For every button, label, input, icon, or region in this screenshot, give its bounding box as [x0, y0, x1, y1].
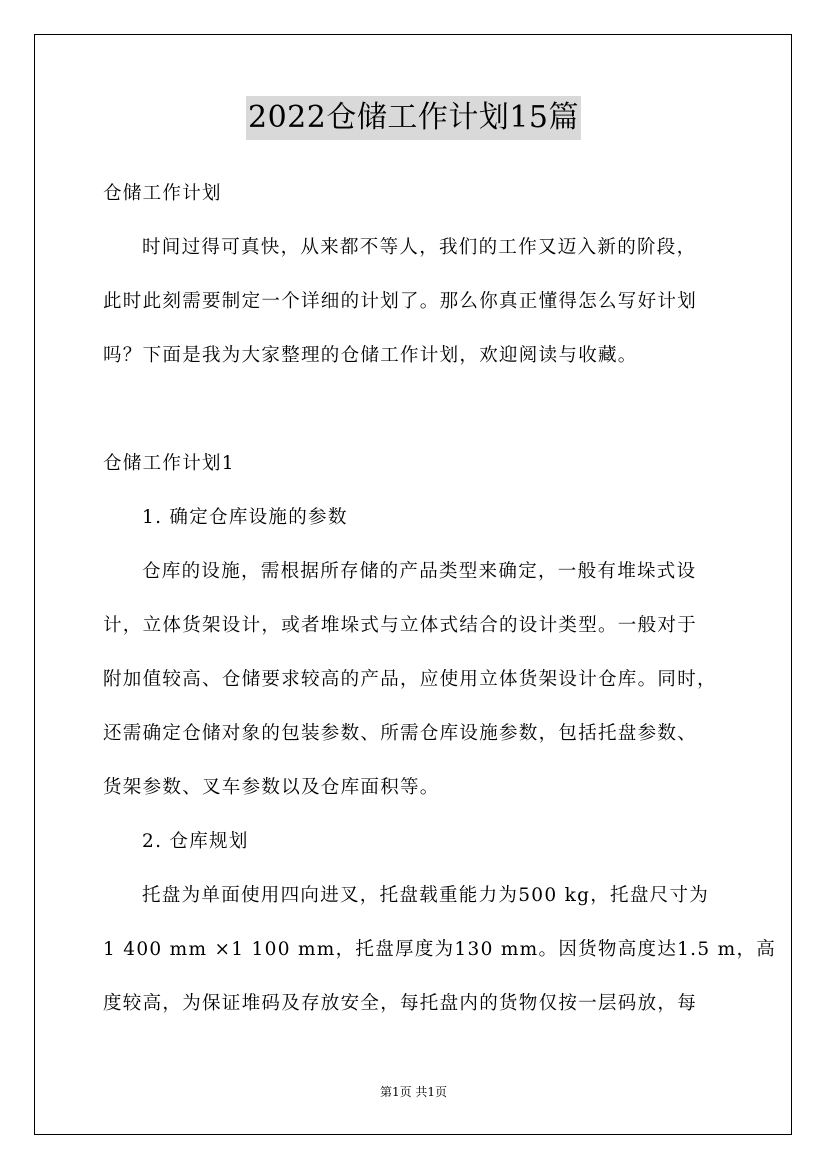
paragraph-line: 时间过得可真快，从来都不等人，我们的工作又迈入新的阶段， — [142, 237, 697, 258]
paragraph-line: 货架参数、叉车参数以及仓库面积等。 — [103, 777, 440, 798]
numbered-heading: 1. 确定仓库设施的参数 — [142, 507, 348, 528]
paragraph-line: 1 400 mm ×1 100 mm，托盘厚度为130 mm。因货物高度达1.5 m，高 — [103, 939, 777, 960]
section-heading: 仓储工作计划1 — [103, 453, 235, 474]
paragraph-line: 计，立体货架设计，或者堆垛式与立体式结合的设计类型。一般对于 — [103, 615, 698, 636]
paragraph-line: 附加值较高、仓储要求较高的产品，应使用立体货架设计仓库。同时， — [103, 669, 717, 690]
numbered-heading: 2. 仓库规划 — [142, 831, 249, 852]
paragraph-line: 此时此刻需要制定一个详细的计划了。那么你真正懂得怎么写好计划 — [103, 291, 698, 312]
section-heading: 仓储工作计划 — [103, 183, 222, 204]
document-title: 2022仓储工作计划15篇 — [246, 96, 581, 140]
paragraph-line: 度较高，为保证堆码及存放安全，每托盘内的货物仅按一层码放，每 — [103, 993, 698, 1014]
paragraph-line: 还需确定仓储对象的包装参数、所需仓库设施参数，包括托盘参数、 — [103, 723, 698, 744]
paragraph-line: 吗？下面是我为大家整理的仓储工作计划，欢迎阅读与收藏。 — [103, 345, 638, 366]
page-footer: 第1页 共1页 — [379, 1085, 448, 1099]
paragraph-line: 仓库的设施，需根据所存储的产品类型来确定，一般有堆垛式设 — [142, 561, 697, 582]
paragraph-line: 托盘为单面使用四向进叉，托盘载重能力为500 kg，托盘尺寸为 — [142, 885, 710, 906]
title-container — [0, 96, 827, 140]
